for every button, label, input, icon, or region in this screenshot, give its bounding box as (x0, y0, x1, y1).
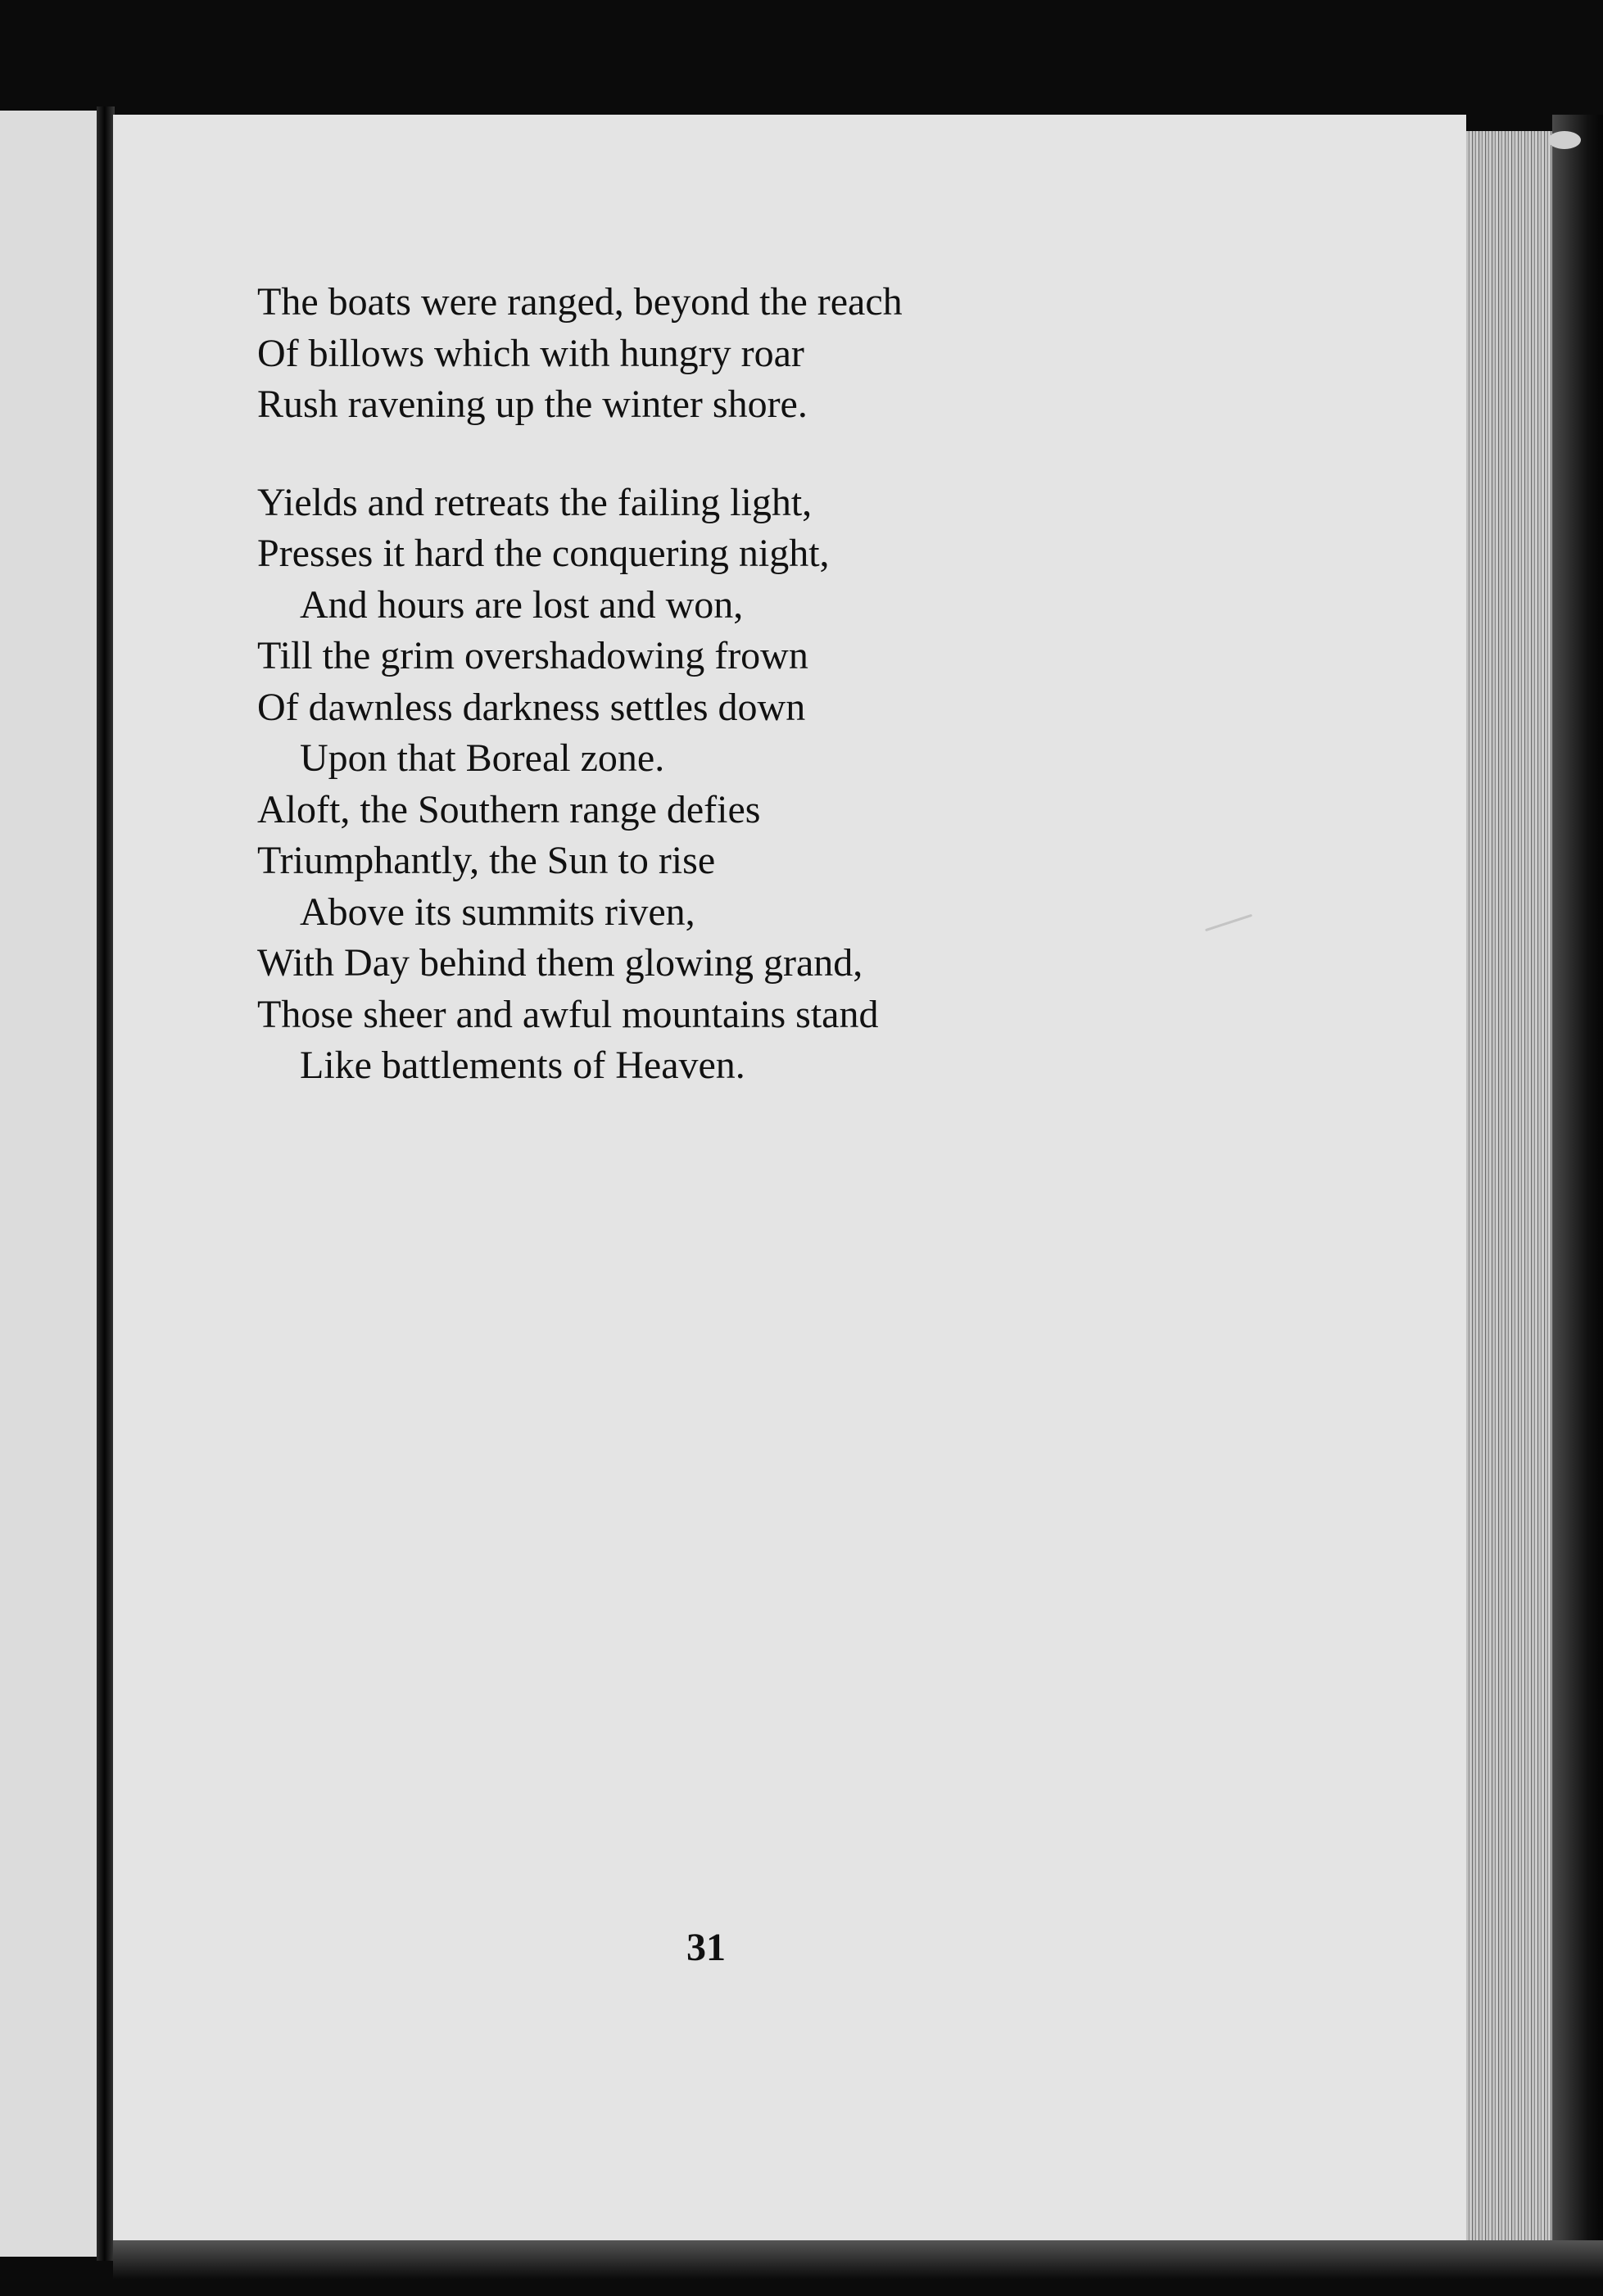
poem-line-indented: Above its summits riven, (300, 890, 695, 934)
poem-line-indented: Like battlements of Heaven. (300, 1044, 745, 1087)
dust-speck (1548, 131, 1581, 149)
stanza (257, 478, 1322, 1092)
poem-line: Rush ravening up the winter shore. (257, 383, 808, 426)
poem-line: Those sheer and awful mountains stand (257, 992, 879, 1036)
stanza (257, 277, 1322, 431)
poem-line-indented: Upon that Boreal zone. (300, 736, 665, 780)
poem-line: Triumphantly, the Sun to rise (257, 839, 716, 882)
poem-line: Yields and retreats the failing light, (257, 480, 813, 524)
left-facing-page-edge (0, 111, 106, 2257)
poem-line: The boats were ranged, beyond the reach (257, 280, 903, 324)
page-number: 31 (686, 1926, 726, 1969)
page-edges-shadow (1552, 115, 1603, 2261)
poem-line: Presses it hard the conquering night, (257, 532, 830, 575)
poem-line-indented: And hours are lost and won, (300, 582, 744, 627)
poem-line: Till the grim overshadowing frown (257, 634, 808, 677)
poem-line: With Day behind them glowing grand, (257, 941, 863, 985)
poem-text (257, 277, 1322, 1092)
poem-line: Aloft, the Southern range defies (257, 787, 761, 831)
stanza-break (257, 431, 1322, 478)
poem-line: Of billows which with hungry roar (257, 331, 804, 375)
bottom-shadow (113, 2240, 1603, 2296)
book-gutter (97, 106, 115, 2261)
poem-line: Of dawnless darkness settles down (257, 685, 806, 729)
